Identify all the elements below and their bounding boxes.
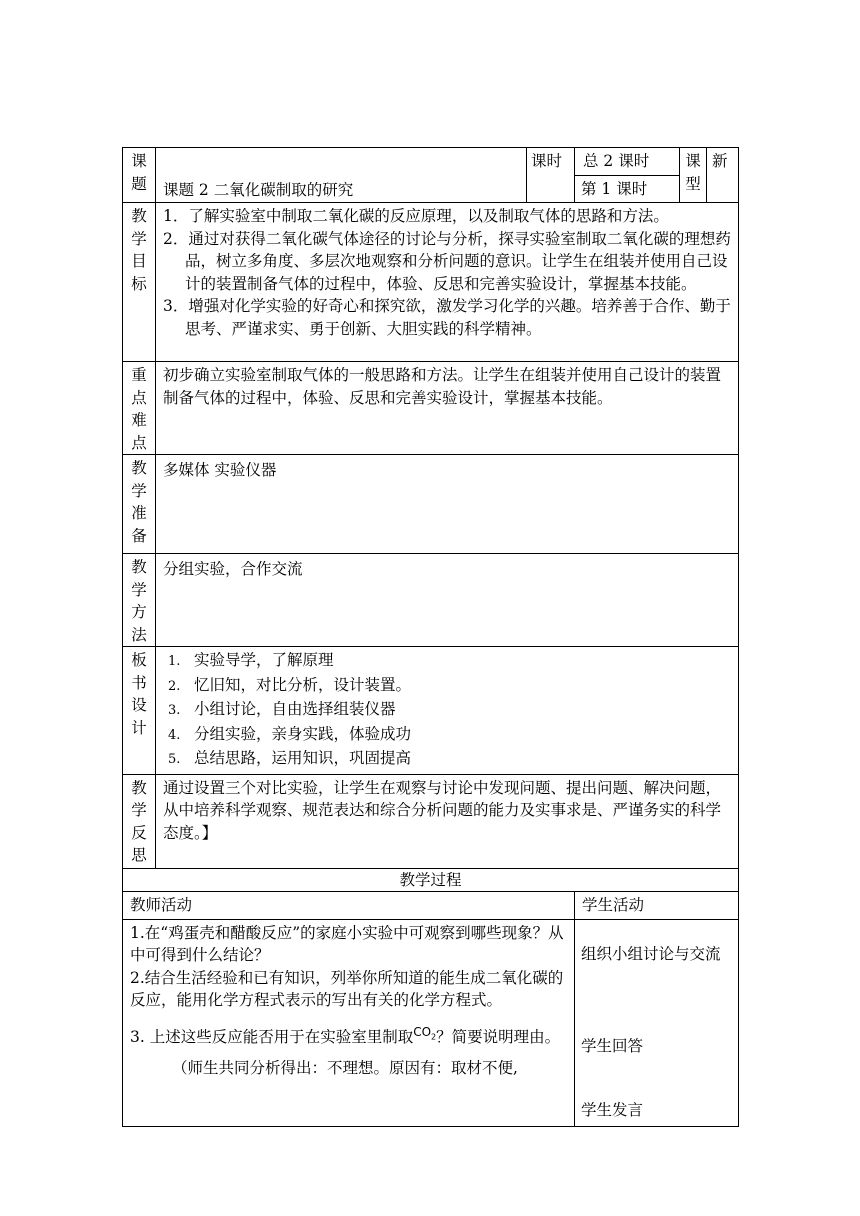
lesson-plan-table — [122, 147, 739, 1127]
process-title: 教学过程 — [123, 868, 739, 892]
board-label: 板 书 设 计 — [123, 647, 156, 775]
reflection-text: 通过设置三个对比实验，让学生在观察与讨论中发现问题、提出问题、解决问题，从中培养科学观察、规范表达和综合分析问题的能力及实事求是、严谨务实的科学态度。】 — [156, 774, 739, 868]
objective-item: 1．了解实验室中制取二氧化碳的反应原理，以及制取气体的思路和方法。 — [163, 207, 669, 225]
subject-title: 课题 2 二氧化碳制取的研究 — [156, 148, 527, 203]
objectives-label: 教 学 目 标 — [123, 203, 156, 362]
type-label: 课 型 — [680, 148, 707, 203]
board-item: 3. 小组讨论，自由选择组装仪器 — [168, 700, 396, 718]
reflection-label: 教 学 反 思 — [123, 774, 156, 868]
student-activity-3: 学生发言 — [581, 1100, 644, 1119]
lesson-plan — [122, 147, 738, 1127]
key-points-text: 初步确立实验室制取气体的一般思路和方法。让学生在组装并使用自己设计的装置制备气体的过程中，体验、反思和完善实验设计，掌握基本技能。 — [156, 362, 739, 455]
teacher-activity-content — [123, 919, 575, 1126]
objective-item: 2．通过对获得二氧化碳气体途径的讨论与分析，探寻实验室制取二氧化碳的理想药品，树立多角度、多层次地观察和分析问题的意识。让学生在组装并使用自己设计的装置制备气体的过程中，体验、反思和完善实验设计，掌握基本技能。 — [163, 229, 731, 293]
period-label: 课时 — [527, 148, 575, 203]
teacher-question-2: 2.结合生活经验和已有知识，列举你所知道的能生成二氧化碳的反应，能用化学方程式表示的写出有关的化学方程式。 — [130, 968, 564, 1009]
co2-formula: CO2 — [413, 1024, 437, 1041]
method-label: 教 学 方 法 — [123, 554, 156, 647]
type-value: 新 — [707, 148, 739, 203]
board-item: 4. 分组实验，亲身实践，体验成功 — [168, 724, 412, 743]
objectives-content — [156, 203, 739, 362]
teacher-question-1: 1.在“鸡蛋壳和醋酸反应”的家庭小实验中可观察到哪些现象？从中可得到什么结论？ — [130, 923, 564, 964]
board-item: 2. 忆旧知，对比分析，设计装置。 — [168, 675, 412, 694]
subject-label: 课 题 — [123, 148, 156, 203]
objective-item: 3．增强对化学实验的好奇心和探究欲，激发学习化学的兴趣。培养善于合作、勤于思考、严谨求实、勇于创新、大胆实践的科学精神。 — [163, 297, 731, 338]
period-total: 总 2 课时 — [575, 148, 680, 176]
preparation-text: 多媒体 实验仪器 — [156, 455, 739, 554]
student-activity-1: 组织小组讨论与交流 — [581, 944, 721, 963]
method-text: 分组实验，合作交流 — [156, 554, 739, 647]
board-item: 1. 实验导学，了解原理 — [168, 651, 334, 669]
board-item: 5. 总结思路，运用知识，巩固提高 — [168, 749, 412, 767]
student-activity-2: 学生回答 — [581, 1036, 644, 1055]
preparation-label: 教 学 准 备 — [123, 455, 156, 554]
key-points-label: 重 点 难 点 — [123, 362, 156, 455]
teacher-question-3: 3. 上述这些反应能否用于在实验室里制取$^{CO_2}$？简要说明理由。 — [130, 1024, 561, 1046]
student-activity-content — [575, 919, 739, 1126]
teacher-note: （师生共同分析得出：不理想。原因有：取材不便, — [172, 1059, 518, 1078]
period-current: 第 1 课时 — [575, 175, 680, 203]
student-activity-header: 学生活动 — [575, 892, 739, 920]
board-list — [156, 647, 739, 775]
teacher-activity-header: 教师活动 — [123, 892, 575, 920]
